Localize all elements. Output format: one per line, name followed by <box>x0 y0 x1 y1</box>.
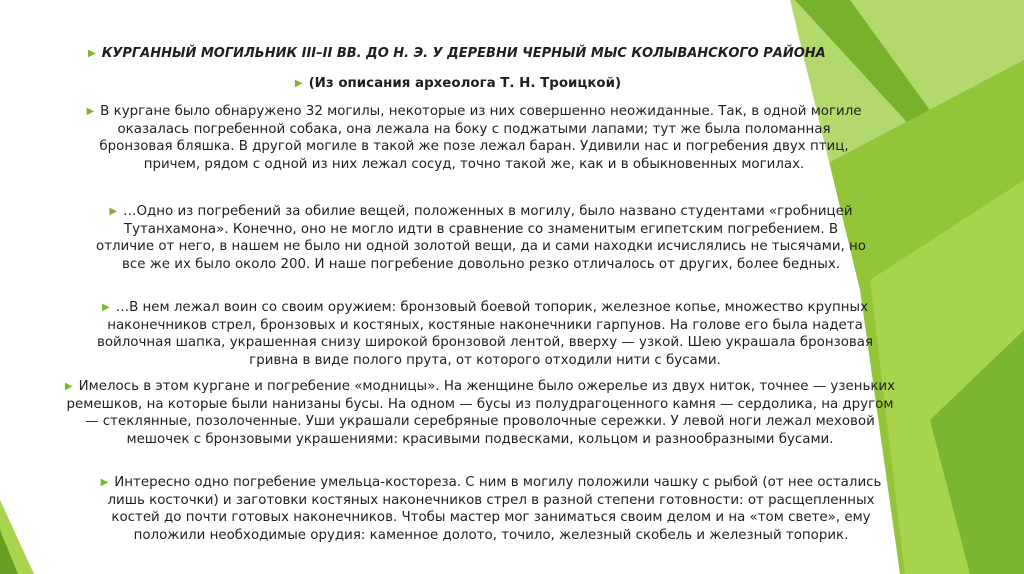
bullet-icon: ▶ <box>100 477 109 488</box>
bullet-icon: ▶ <box>294 78 303 89</box>
paragraph-text: …Одно из погребений за обилие вещей, положенных в могилу, было названо студентами «гробницей Тутанхамона». Конечно, оно не могло идти в сравнение со знаменитым египетским погребением. В отличие от него, в нашем не было ни одной золотой вещи, да и сами находки исчислялись не тысячами, но все же их было около 200. И наше погребение довольно резко отличалось от других, более бедных. <box>96 204 866 272</box>
paragraph-text: В кургане было обнаружено 32 могилы, некоторые из них совершенно неожиданные. Так, в одной могиле оказалась погребенной собака, она лежала на боку с поджатыми лапами; тут же была поломанная бронзовая бляшка. В другой могиле в такой же позе лежал баран. Удивили нас и погребения двух птиц, причем, рядом с одной из них лежал сосуд, точно такой же, как и в обыкновенных могилах. <box>99 104 862 172</box>
bullet-icon: ▶ <box>64 381 73 392</box>
bullet-icon: ▶ <box>109 206 118 217</box>
bullet-icon: ▶ <box>88 48 96 59</box>
bullet-icon: ▶ <box>86 106 95 117</box>
slide-subtitle-text: (Из описания археолога Т. Н. Троицкой) <box>308 76 622 91</box>
paragraph-2 <box>96 203 866 273</box>
slide-title-text: КУРГАННЫЙ МОГИЛЬНИК III–II ВВ. ДО Н. Э. У ДЕРЕВНИ ЧЕРНЫЙ МЫС КОЛЫВАНСКОГО РАЙОНА <box>101 46 826 61</box>
slide-title <box>88 45 828 63</box>
paragraph-5 <box>86 474 896 544</box>
slide-subtitle <box>88 75 828 93</box>
paragraph-1 <box>84 103 864 173</box>
paragraph-text: Имелось в этом кургане и погребение «модницы». На женщине было ожерелье из двух ниток, точнее — узеньких ремешков, на которые были нанизаны бусы. На одном — бусы из полудрагоценного камня — сердолика, на другом — стеклянные, позолоченные. Уши украшали серебряные проволочные сережки. У левой ноги лежал меховой мешочек с бронзовыми украшениями: красивыми подвесками, кольцом и разнообразными бусами. <box>66 379 896 447</box>
bullet-icon: ▶ <box>101 302 110 313</box>
paragraph-text: …В нем лежал воин со своим оружием: бронзовый боевой топорик, железное копье, множество крупных наконечников стрел, бронзовых и костяных, костяные наконечники гарпунов. На голове его была надета войлочная шапка, украшенная снизу широкой бронзовой лентой, вверху — узкой. Шею украшала бронзовая гривна в виде полого прута, от которого отходили нити с бусами. <box>96 300 874 368</box>
paragraph-3 <box>90 299 880 369</box>
paragraph-text: Интересно одно погребение умельца-костореза. С ним в могилу положили чашку с рыбой (от нее остались лишь косточки) и заготовки костяных наконечников стрел в разной степени готовности: от расщепленных костей до почти готовых наконечников. Чтобы мастер мог заниматься своим делом и на «том свете», ему положили необходимые орудия: каменное долото, точило, железный скобель и железный топорик. <box>107 475 882 543</box>
paragraph-4 <box>62 378 898 448</box>
